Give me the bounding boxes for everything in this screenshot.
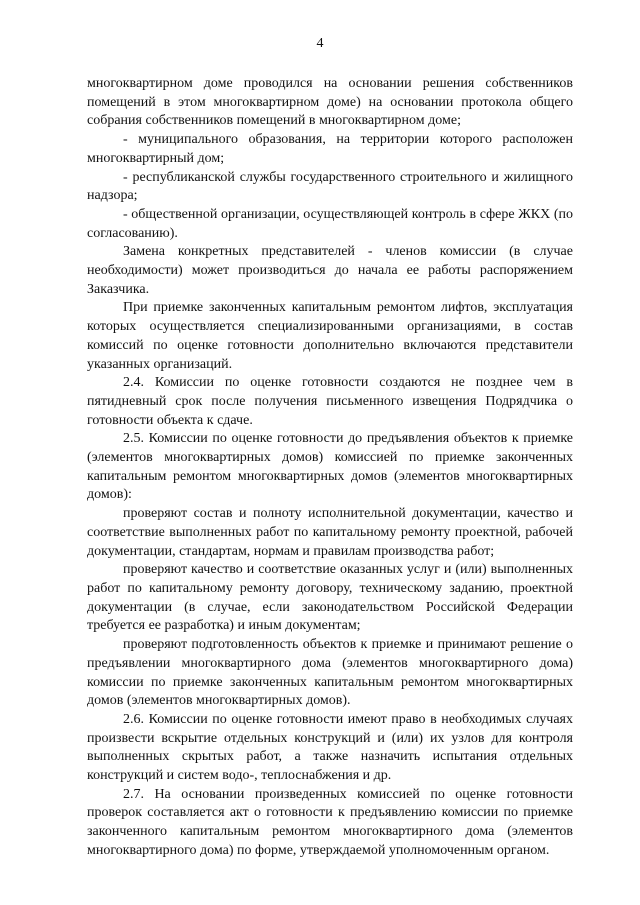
list-item-housing-inspection: - республиканской службы государственного строительного и жилищного надзора; [87, 169, 573, 204]
paragraph-continuation: многоквартирном доме проводился на основании решения собственников помещений в этом многоквартирном доме) на основании протокола общего собрания собственников помещений в многоквартирном доме; [87, 76, 573, 129]
list-item-public-organization: - общественной организации, осуществляющей контроль в сфере ЖКХ (по согласованию). [87, 206, 573, 241]
clause-2-7: 2.7. На основании произведенных комиссией по оценке готовности проверок составляется акт о готовности к предъявлению комиссии по приемке законченного капитальным ремонтом многоквартирного дома (элементов многоквартирного дома) по форме, утверждаемой уполномоченным органом. [87, 786, 573, 858]
paragraph-elevators: При приемке законченных капитальным ремонтом лифтов, эксплуатация которых осуществляется специализированными организациями, в состав комиссий по оценке готовности дополнительно включаются представители указанных организаций. [87, 300, 573, 372]
clause-2-6: 2.6. Комиссии по оценке готовности имеют право в необходимых случаях произвести вскрытие отдельных конструкций и (или) их узлов для контроля выполненных скрытых работ, а также назначить испытания отдельных конструкций и систем водо-, теплоснабжения и др. [87, 711, 573, 784]
clause-2-5: 2.5. Комиссии по оценке готовности до предъявления объектов к приемке (элементов многоквартирных домов) комиссией по приемке законченных капитальным ремонтом многоквартирных домов (элементов многоквартирных домов): [87, 431, 573, 503]
body-text [87, 75, 573, 861]
clause-2-5-item-documentation: проверяют состав и полноту исполнительной документации, качество и соответствие выполненных работ по капитальному ремонту проектной, рабочей документации, стандартам, нормам и правилам производства работ; [87, 506, 573, 559]
page-number: 4 [316, 36, 324, 51]
clause-2-5-item-quality: проверяют качество и соответствие оказанных услуг и (или) выполненных работ по капитальному ремонту договору, техническому заданию, проектной документации (в случае, если законодательством Российской Федерации требуется ее разработка) и иным документам; [87, 562, 573, 634]
clause-2-4: 2.4. Комиссии по оценке готовности создаются не позднее чем в пятидневный срок после получения письменного извещения Подрядчика о готовности объекта к сдаче. [87, 375, 573, 428]
list-item-municipality: - муниципального образования, на территории которого расположен многоквартирный дом; [87, 132, 573, 166]
clause-2-5-item-readiness: проверяют подготовленность объектов к приемке и принимают решение о предъявлении многоквартирного дома (элементов многоквартирного дома) комиссии по приемке законченных капитальным ремонтом многоквартирных домов (элементов многоквартирных домов). [87, 637, 573, 709]
paragraph-member-replacement: Замена конкретных представителей - членов комиссии (в случае необходимости) может производиться до начала ее работы распоряжением Заказчика. [87, 244, 573, 297]
